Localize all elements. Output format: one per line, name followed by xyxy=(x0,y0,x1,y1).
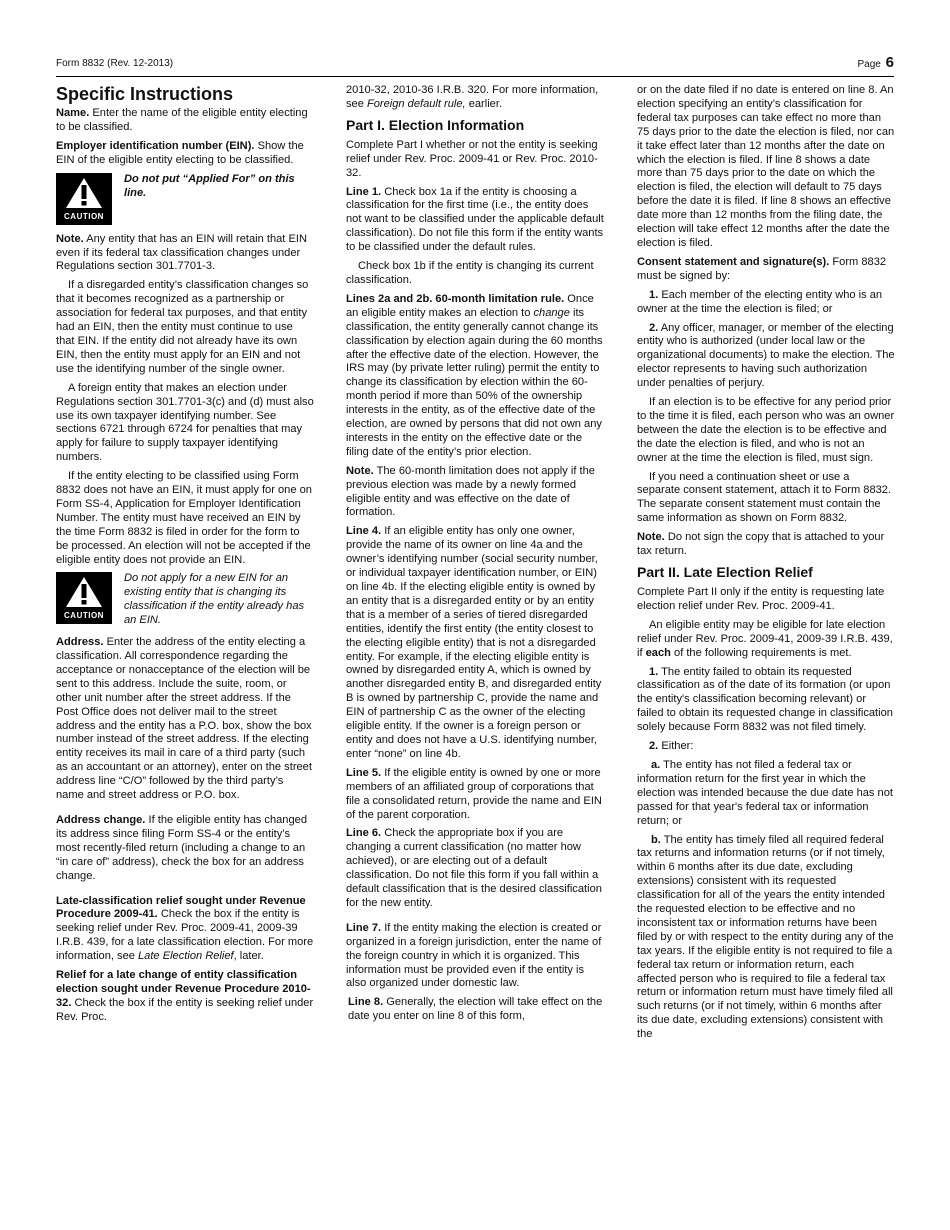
caution-block-2 xyxy=(56,572,314,628)
warning-triangle-icon xyxy=(65,177,103,209)
requirement-2 xyxy=(637,740,895,754)
address-change-paragraph xyxy=(56,814,314,884)
late-text-a: Check the box if the entity is seeking relief under Rev. Proc. 2009-41, 2009-39 I.R.B. 439, for a late classification election. For more information, see xyxy=(56,908,314,963)
consent-item-1 xyxy=(637,289,895,317)
late-election-reference: Late Election Relief xyxy=(138,950,234,963)
page-number: 6 xyxy=(885,54,894,71)
line8-lead: Line 8. xyxy=(348,996,384,1009)
section-title: Specific Instructions xyxy=(56,84,234,104)
line4-paragraph xyxy=(346,525,604,761)
line6-paragraph xyxy=(346,827,604,910)
line8-continuation: or on the date filed if no date is entered on line 8. An election specifying an entity’s classification for federal tax purposes can take effect no more than 75 days prior to the date the election is filed, nor can it take effect later than 12 months after the date on which the election is filed. If line 8 shows a date more than 75 days prior to the date on which the election is filed, the election will default to 75 days before the date it is filed. If line 8 shows an effective date more than 12 months from the filing date, the election will take effect 12 months after the date the election is filed. xyxy=(637,84,895,249)
note-text: The 60-month limitation does not apply if the previous election was made by a newly formed eligible entity and was effective on the date of formation. xyxy=(346,464,595,519)
header-rule xyxy=(56,76,894,77)
late-classification-lead: Late-classification relief sought under Revenue Procedure 2009-41. xyxy=(56,894,306,921)
relief-paragraph xyxy=(56,969,314,1025)
item-text: The entity has not filed a federal tax or information return for the first year in which the election was intended because the due date has not passed for that year's federal tax or information return; or xyxy=(637,758,893,827)
line1-lead: Line 1. xyxy=(346,185,382,198)
item-number: 1. xyxy=(649,288,659,301)
form-id: Form 8832 (Rev. 12-2013) xyxy=(56,58,174,69)
line4-text: If an eligible entity has only one owner, provide the name of its owner on line 4a and the owner’s identifying number (social security number, or individual taxpayer identification number, or EIN) on line 4b. If the electing eligible entity is owned by an entity that is a disregarded entity or by an entity that is a member of a series of tiered disregarded entities, identify the first entity (the entity closest to the electing eligible entity) that is not a disregarded entity. For example, if the electing eligible entity is owned by disregarded entity A, which is owned by another disregarded entity B, and disregarded entity B is owned by partnership C, provide the name and EIN of partnership C as the owner of the electing eligible entity. If the owner is a foreign person or entity and does not have a U.S. identifying number, enter “none” on line 4b. xyxy=(346,525,602,760)
item-number: 1. xyxy=(649,665,659,678)
caution-text-1: Do not put “Applied For” on this line. xyxy=(124,172,295,199)
retroactive-paragraph: If an election is to be effective for any period prior to the time it is filed, each person who was an owner between the date the election is to be effective and the date the election is filed, and who is not an owner at the time the election is filed, must sign. xyxy=(637,396,895,464)
line2-lead: Lines 2a and 2b. 60-month limitation rule. xyxy=(346,292,565,305)
line7-lead: Line 7. xyxy=(346,921,382,934)
line2-text-b: its classification, the entity generally cannot change its classification by election again during the 60 months after the effective date of the election. However, the IRS may (by private letter ruling) permit the entity to change its classification by election within the 60-month period if more than 50% of the ownership interests in the entity, as of the effective date of the election, are owned by persons that did not own any interests in the entity on the effective date or the filing date of the entity’s prior election. xyxy=(346,306,603,458)
name-lead: Name. xyxy=(56,107,90,119)
line5-paragraph xyxy=(346,767,604,823)
item-number: 2. xyxy=(649,740,659,753)
part1-heading: Part I. Election Information xyxy=(346,116,525,133)
line2-ital: change xyxy=(533,306,570,319)
column-2 xyxy=(346,84,604,1029)
eligible-bold: each xyxy=(645,646,671,659)
item-text: The entity has timely filed all required federal tax returns and information returns (or if not timely, within 6 months after its due date, excluding extensions) consistent with its requested classification for all of the years the entity intended the requested election to be effective and no inconsistent tax or information returns have been filed by or with respect to the entity during any of the tax years. If the eligible entity is not required to file a federal tax return or information return, each affected person who is required to file a federal tax return or information return must have timely filed all such returns (or if not timely, within 6 months after its due date, excluding extensions) consistent with the xyxy=(637,833,894,1041)
item-text: Either: xyxy=(658,740,694,753)
foreign-default-reference: Foreign default rule, xyxy=(366,97,466,110)
line1-text: Check box 1a if the entity is choosing a classification for the first time (i.e., the entity does not want to be classified under the applicable default classification). Do not file this form if the entity wants to be classified under the default rules. xyxy=(346,185,604,254)
caution-icon xyxy=(56,572,112,624)
line2-paragraph xyxy=(346,293,604,460)
line6-lead: Line 6. xyxy=(346,827,382,840)
item-number: a. xyxy=(651,758,661,771)
column-3 xyxy=(637,84,895,1047)
note-text: Any entity that has an EIN will retain that EIN even if its federal tax classification changes under Regulations section 301.7701-3. xyxy=(56,232,307,273)
note-text: Do not sign the copy that is attached to your tax return. xyxy=(637,531,885,558)
line5-text: If the eligible entity is owned by one or more members of an affiliated group of corporations that file a consolidated return, provide the name and EIN of the parent corporation. xyxy=(346,766,602,821)
consent-paragraph xyxy=(637,256,895,284)
item-text: Each member of the electing entity who is an owner at the time the election is filed; or xyxy=(637,288,883,315)
late-classification-paragraph xyxy=(56,895,314,965)
part1-intro: Complete Part I whether or not the entity is seeking relief under Rev. Proc. 2009-41 or Rev. Proc. 2010-32. xyxy=(346,138,598,179)
caution-label: CAUTION xyxy=(64,611,104,621)
eligible-text-a: An eligible entity may be eligible for late election relief under Rev. Proc. 2009-41, 2009-39 I.R.B. 439, if xyxy=(637,618,893,659)
address-text: Enter the address of the entity electing a classification. All correspondence regarding the acceptance or nonacceptance of the election will be sent to this address. Include the suite, room, or other unit number after the street address. If the Post Office does not deliver mail to the street address and the entity has a P.O. box, show the box number instead of the street address. If the electing entity receives its mail in care of a third party (such as an accountant or an attorney), enter on the street address line “C/O” followed by the third party’s name and street address or P.O. box. xyxy=(56,636,312,802)
item-text: The entity failed to obtain its requested classification as of the date of its formation (or upon the entity's classification becoming relevant) or failed to obtain its requested change in classification solely because Form 8832 was not filed timely. xyxy=(637,665,893,734)
note-paragraph xyxy=(346,465,604,521)
page-word: Page xyxy=(857,59,881,70)
consent-text: Form 8832 must be signed by: xyxy=(637,255,887,282)
requirement-2b xyxy=(637,834,895,1043)
caution-block-1 xyxy=(56,173,314,225)
continuation-sheet-paragraph: If you need a continuation sheet or use a separate consent statement, attach it to Form 8832. The separate consent statement must contain the same information as shown on Form 8832. xyxy=(637,470,892,525)
ein-lead: Employer identification number (EIN). xyxy=(56,139,255,152)
page-indicator xyxy=(858,54,894,71)
eligibility-paragraph xyxy=(637,619,895,661)
note-lead: Note. xyxy=(637,531,665,544)
line1b-paragraph: Check box 1b if the entity is changing its current classification. xyxy=(346,260,594,286)
eligible-text-b: of the following requirements is met. xyxy=(670,646,852,659)
note-paragraph xyxy=(637,531,895,559)
relief-text: Check the box if the entity is seeking relief under Rev. Proc. xyxy=(56,996,314,1023)
note-paragraph xyxy=(56,233,314,275)
continuation-paragraph xyxy=(346,84,604,112)
address-paragraph xyxy=(56,636,314,803)
cont-a: 2010-32, 2010-36 I.R.B. 320. For more information, see xyxy=(346,84,599,110)
line6-text: Check the appropriate box if you are changing a current classification (no matter how achieved), or are electing out of a default classification. Do not file this form if you fall within a default classification that is the desired classification for the new entity. xyxy=(346,827,602,909)
warning-triangle-icon xyxy=(65,576,103,608)
part2-heading: Part II. Late Election Relief xyxy=(637,564,813,580)
note-lead: Note. xyxy=(56,232,84,245)
item-number: 2. xyxy=(649,321,659,334)
line7-text: If the entity making the election is created or organized in a foreign jurisdiction, enter the name of the foreign country in which it is organized. This information must be provided even if the entity is also organized under domestic law. xyxy=(346,921,602,990)
line2-text-a: Once an eligible entity makes an election to xyxy=(346,292,594,319)
caution-icon xyxy=(56,173,112,225)
line5-lead: Line 5. xyxy=(346,766,382,779)
caution-label: CAUTION xyxy=(64,211,104,221)
consent-lead: Consent statement and signature(s). xyxy=(637,255,830,268)
ein-paragraph xyxy=(56,140,314,168)
line4-lead: Line 4. xyxy=(346,525,382,538)
item-number: b. xyxy=(651,833,661,846)
part2-intro: Complete Part II only if the entity is requesting late election relief under Rev. Proc. 2009-41. xyxy=(637,586,885,612)
note-lead: Note. xyxy=(346,464,374,477)
caution-text-2: Do not apply for a new EIN for an existing entity that is changing its classification if the entity already has an EIN. xyxy=(124,572,305,627)
column-1 xyxy=(56,84,314,1030)
no-ein-paragraph: If the entity electing to be classified using Form 8832 does not have an EIN, it must apply for one on Form SS-4, Application for Employer Identification Number. The entity must have received an EIN by the time Form 8832 is filed in order for the form to be processed. An election will not be accepted if the eligible entity does not provide an EIN. xyxy=(56,470,312,566)
address-change-text: If the eligible entity has changed its address since filing Form SS-4 or the entity’s most recently-filed return (including a change to an “in care of” address), check the box for an address change. xyxy=(56,813,307,882)
line8-paragraph xyxy=(348,996,604,1024)
address-lead: Address. xyxy=(56,636,104,649)
foreign-entity-paragraph: A foreign entity that makes an election under Regulations section 301.7701-3(c) and (d) must also use its own taxpayer identifying number. See sections 6721 through 6724 for penalties that may apply for failure to supply taxpayer identifying numbers. xyxy=(56,381,314,464)
name-paragraph xyxy=(56,107,314,135)
consent-item-2 xyxy=(637,322,895,392)
item-text: Any officer, manager, or member of the electing entity who is authorized (under local law or the organizational documents) to make the election. The elector represents to having such authorization under penalties of perjury. xyxy=(637,321,895,390)
requirement-2a xyxy=(637,759,895,829)
cont-b: earlier. xyxy=(465,97,503,110)
disregarded-paragraph: If a disregarded entity’s classification changes so that it becomes recognized as a partnership or association for federal tax purposes, and that entity had an EIN, then the entity must continue to use that EIN. If the entity did not already have its own EIN, then the entity must apply for an EIN and not use the identifying number of the single owner. xyxy=(56,279,309,375)
line1-paragraph xyxy=(346,186,604,256)
address-change-lead: Address change. xyxy=(56,813,146,826)
page-header xyxy=(56,54,894,74)
relief-lead: Relief for a late change of entity classification election sought under Revenue Procedure 2010-32. xyxy=(56,969,311,1009)
ein-text: Show the EIN of the eligible entity electing to be classified. xyxy=(56,139,304,166)
requirement-1 xyxy=(637,666,895,736)
line8-text: Generally, the election will take effect on the date you enter on line 8 of this form, xyxy=(348,996,603,1023)
late-text-b: , later. xyxy=(233,950,264,963)
name-text: Enter the name of the eligible entity electing to be classified. xyxy=(56,107,308,133)
line7-paragraph xyxy=(346,922,604,992)
